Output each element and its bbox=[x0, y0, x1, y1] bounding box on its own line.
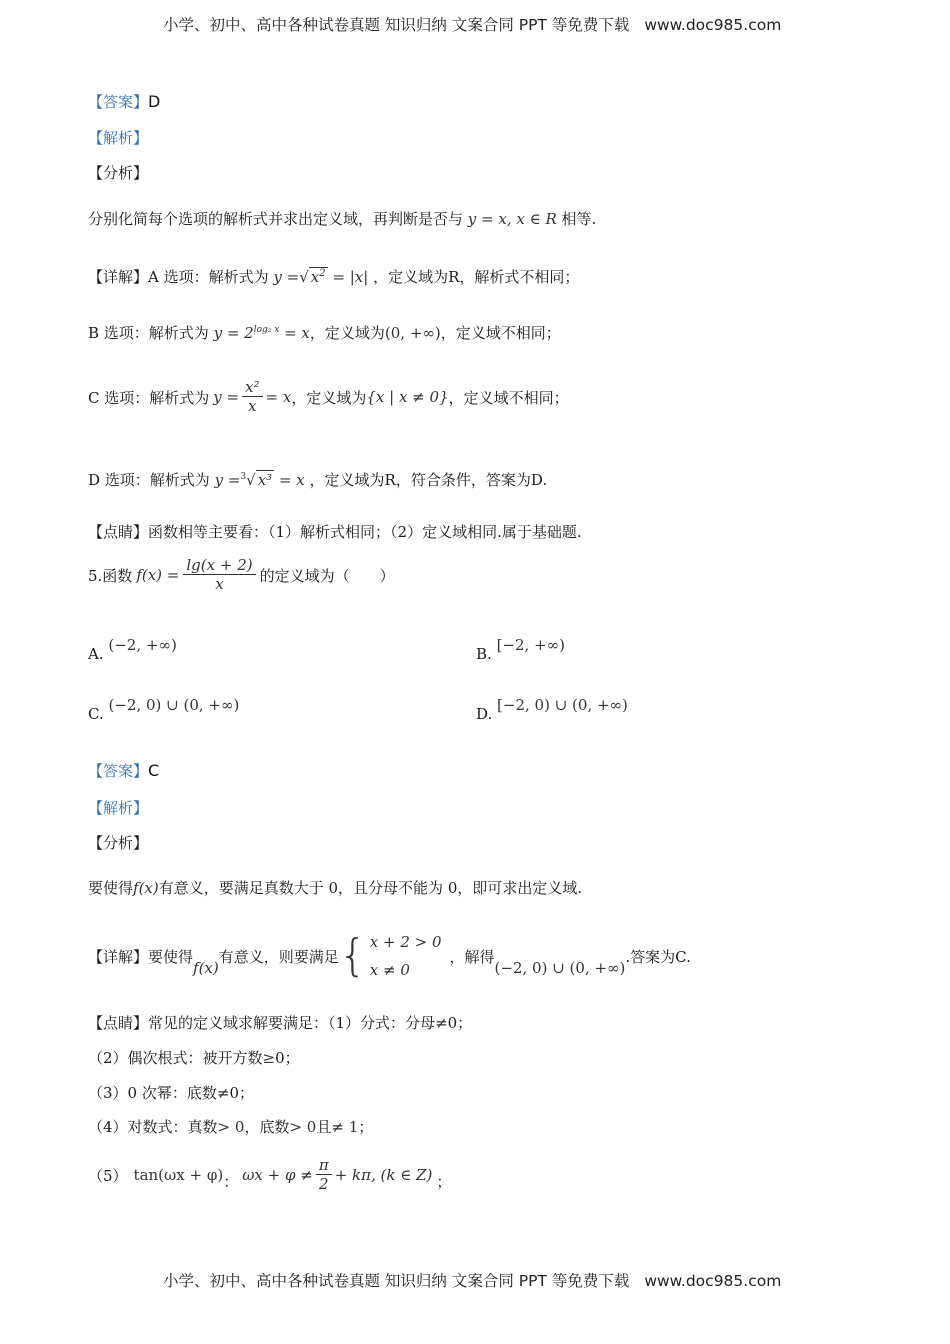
q5-fenxi-math: f(x) bbox=[133, 879, 159, 897]
ge-symbol: ≥ bbox=[262, 1049, 276, 1067]
b-domain: (0, +∞) bbox=[384, 324, 441, 342]
q5-comment-3-text: （3）0 次幂：底数 bbox=[88, 1084, 217, 1102]
q5-fenxi-label: 【分析】 bbox=[88, 834, 149, 852]
comment-text: 函数相等主要看：（1）解析式相同；（2）定义域相同.属于基础题. bbox=[148, 523, 582, 541]
q4-detail-d: D 选项：解析式为 y =$^3$√ x³ = x ，定义域为R，符合条件，答案为D. bbox=[88, 471, 548, 489]
q5-detail-d: .答案为C. bbox=[625, 947, 691, 966]
a-math-lhs: y = bbox=[273, 268, 300, 286]
gt-zero-1: > 0 bbox=[217, 1118, 245, 1136]
q4-detail-c bbox=[88, 378, 569, 417]
q5-comment-5-a: （5） bbox=[88, 1166, 128, 1185]
condition-lhs: ωx + φ ≠ bbox=[242, 1166, 313, 1185]
option-c[interactable] bbox=[88, 696, 240, 723]
c-prefix: C 选项：解析式为 bbox=[88, 388, 210, 407]
b-mid: ，定义域为 bbox=[309, 324, 385, 342]
page-header bbox=[163, 13, 781, 35]
page-footer bbox=[163, 1269, 781, 1291]
stem-suffix: 的定义域为（ ） bbox=[259, 566, 395, 585]
q4-comment bbox=[88, 521, 582, 542]
pi-fraction bbox=[316, 1156, 332, 1195]
q5-detail-label: 【详解】 bbox=[88, 947, 149, 966]
fenxi-math: y = x, x ∈ R bbox=[467, 210, 557, 228]
detail-label: 【详解】 bbox=[88, 268, 149, 286]
q5-fenxi-text: 要使得f(x)有意义，要满足真数大于 0，且分母不能为 0，即可求出定义域. bbox=[88, 879, 583, 897]
b-exponent: log₂ x bbox=[253, 325, 280, 335]
semicolon: ； bbox=[436, 1172, 452, 1191]
q4-detail-a: 【详解】A 选项：解析式为 y =√ $x^2 = |x|$ ，定义域为R，解析式不相同； bbox=[88, 268, 580, 286]
q5-answer-label: 【答案】 bbox=[88, 762, 149, 780]
tan-expression: tan(ωx + φ) bbox=[133, 1166, 224, 1185]
option-a-label: A. bbox=[88, 645, 104, 663]
c-rhs: = x bbox=[265, 388, 292, 407]
stem-lhs: f(x) = bbox=[136, 566, 180, 585]
option-c-value: (−2, 0) ∪ (0, +∞) bbox=[108, 696, 240, 714]
q5-detail-a: 要使得 bbox=[148, 947, 194, 966]
colon: ： bbox=[223, 1172, 239, 1191]
option-d-label: D. bbox=[476, 705, 493, 723]
q5-comment-1-end: 0； bbox=[447, 1014, 473, 1032]
q5-answer bbox=[88, 760, 159, 781]
c-lhs: y = bbox=[213, 388, 240, 407]
b-math: y = 2 bbox=[213, 324, 254, 342]
d-radicand: x³ bbox=[257, 471, 273, 489]
a-math-radicand: $x^2$ bbox=[310, 268, 326, 286]
q5-comment-4 bbox=[88, 1116, 373, 1137]
q4-detail-b bbox=[88, 322, 561, 343]
q4-fenxi-text bbox=[88, 208, 596, 229]
fenxi-text-a: 分别化简每个选项的解析式并求出定义域，再判断是否与 bbox=[88, 210, 464, 228]
option-c-label: C. bbox=[88, 705, 104, 723]
q5-comment-3-end: 0； bbox=[229, 1084, 254, 1102]
a-prefix: A 选项：解析式为 bbox=[148, 268, 269, 286]
q5-comment-1-text: 常见的定义域求解要满足：（1）分式：分母 bbox=[148, 1014, 436, 1032]
q5-comment-label: 【点睛】 bbox=[88, 1014, 149, 1032]
pi-denominator: 2 bbox=[319, 1175, 329, 1193]
q4-fenxi-label: 【分析】 bbox=[88, 164, 149, 182]
q5-detail-c: ，解得 bbox=[449, 947, 495, 966]
c-numerator: x² bbox=[242, 378, 262, 397]
b-prefix: B 选项：解析式为 bbox=[88, 324, 209, 342]
d-suffix: ，定义域为R，符合条件，答案为D. bbox=[309, 471, 548, 489]
q4-answer bbox=[88, 91, 160, 112]
q5-stem bbox=[88, 556, 395, 595]
q5-detail-solution: (−2, 0) ∪ (0, +∞) bbox=[494, 959, 626, 977]
c-domain: {x | x ≠ 0} bbox=[366, 388, 449, 407]
a-suffix: ，定义域为R，解析式不相同； bbox=[373, 268, 580, 286]
ne-one: ≠ 1 bbox=[331, 1118, 359, 1136]
b-math-rhs: = x bbox=[284, 324, 310, 342]
d-prefix: D 选项：解析式为 bbox=[88, 471, 210, 489]
stem-prefix: 5.函数 bbox=[88, 566, 133, 585]
q5-comment-2-end: 0； bbox=[275, 1049, 300, 1067]
q5-comment-4-a: （4）对数式：真数 bbox=[88, 1118, 218, 1136]
stem-fraction bbox=[183, 556, 255, 595]
header-text: 小学、初中、高中各种试卷真题 知识归纳 文案合同 PPT 等免费下载 bbox=[163, 16, 630, 34]
q5-detail-b: 有意义，则要满足 bbox=[218, 947, 339, 966]
system-line-2: x ≠ 0 bbox=[369, 961, 410, 979]
q5-comment-4-b: ，底数 bbox=[244, 1118, 290, 1136]
q5-comment-1 bbox=[88, 1012, 472, 1033]
answer-value: D bbox=[148, 92, 161, 111]
a-math-rhs: = |x| bbox=[332, 268, 369, 286]
d-root-index: 3 bbox=[240, 472, 247, 482]
stem-denominator: x bbox=[215, 575, 224, 593]
option-d[interactable] bbox=[476, 696, 628, 723]
ne-symbol-2: ≠ bbox=[216, 1084, 230, 1102]
d-rhs: = x bbox=[278, 471, 305, 489]
answer-label: 【答案】 bbox=[88, 93, 149, 111]
ne-symbol: ≠ bbox=[435, 1014, 448, 1032]
stem-numerator: lg(x + 2) bbox=[183, 556, 255, 575]
c-suffix: ，定义域不相同； bbox=[448, 388, 569, 407]
q5-fenxi-rest: 有意义，要满足真数大于 0，且分母不能为 0，即可求出定义域. bbox=[158, 879, 583, 897]
option-a[interactable] bbox=[88, 636, 177, 663]
c-denominator: x bbox=[248, 397, 257, 415]
d-lhs: y = bbox=[214, 471, 241, 489]
q5-comment-4-d: ； bbox=[358, 1118, 374, 1136]
q5-analysis-label: 【解析】 bbox=[88, 799, 149, 817]
option-d-value: [−2, 0) ∪ (0, +∞) bbox=[497, 696, 628, 714]
q5-comment-4-c: 且 bbox=[316, 1118, 332, 1136]
option-a-value: (−2, +∞) bbox=[108, 636, 177, 654]
q5-comment-2 bbox=[88, 1047, 300, 1068]
gt-zero-2: > 0 bbox=[289, 1118, 317, 1136]
q5-comment-3 bbox=[88, 1082, 254, 1103]
system-lines bbox=[370, 928, 442, 984]
fenxi-text-b: 相等. bbox=[561, 210, 597, 228]
option-b[interactable] bbox=[476, 636, 565, 663]
pi-numerator: π bbox=[316, 1156, 332, 1175]
c-mid: ，定义域为 bbox=[291, 388, 367, 407]
condition-rhs: + kπ, (k ∈ Z) bbox=[334, 1166, 433, 1185]
q5-answer-value: C bbox=[148, 761, 160, 780]
q5-comment-2-text: （2）偶次根式：被开方数 bbox=[88, 1049, 263, 1067]
header-url[interactable]: www.doc985.com bbox=[644, 16, 782, 34]
footer-url[interactable]: www.doc985.com bbox=[644, 1272, 782, 1290]
c-fraction bbox=[242, 378, 262, 417]
option-b-label: B. bbox=[476, 645, 492, 663]
option-b-value: [−2, +∞) bbox=[496, 636, 565, 654]
footer-text: 小学、初中、高中各种试卷真题 知识归纳 文案合同 PPT 等免费下载 bbox=[163, 1272, 630, 1290]
system-brace: { bbox=[338, 930, 367, 981]
q5-comment-5 bbox=[88, 1156, 451, 1195]
system-line-1: x + 2 > 0 bbox=[369, 933, 442, 951]
b-suffix: ，定义域不相同； bbox=[440, 324, 561, 342]
q5-detail-fx: f(x) bbox=[193, 959, 219, 977]
q5-detail bbox=[88, 928, 691, 984]
q4-analysis-label: 【解析】 bbox=[88, 129, 149, 147]
comment-label: 【点睛】 bbox=[88, 523, 149, 541]
